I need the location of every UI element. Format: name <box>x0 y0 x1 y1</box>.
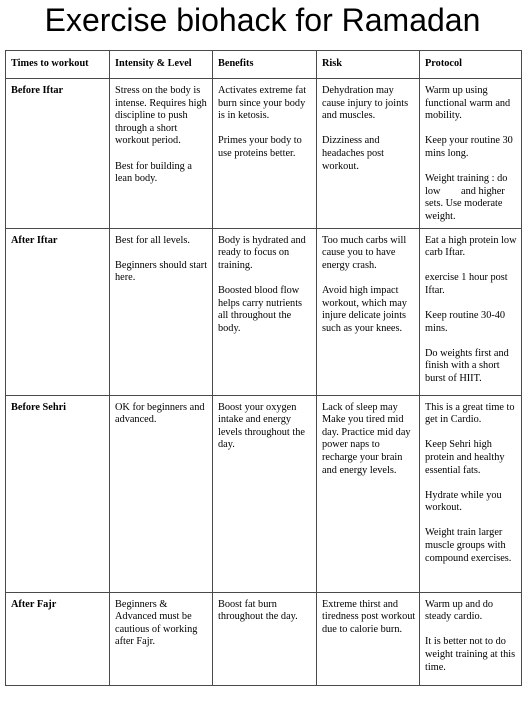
intensity-cell <box>110 79 213 229</box>
cell-paragraph: This is a great time to get in Cardio. <box>425 401 515 426</box>
protocol-cell <box>420 79 522 229</box>
cell-paragraph: Stress on the body is intense. Requires high discipline to push through a short workout period. <box>115 85 207 147</box>
column-header-risk: Risk <box>317 51 420 79</box>
intensity-cell <box>110 228 213 395</box>
row-time-label: Before Sehri <box>6 395 110 592</box>
cell-paragraph: Primes your body to use proteins better. <box>218 135 302 159</box>
intensity-cell <box>110 592 213 685</box>
cell-paragraph: Too much carbs will cause you to have energy crash. <box>322 234 407 271</box>
cell-paragraph: Keep Sehri high protein and healthy essential fats. <box>425 439 505 476</box>
table-header-row <box>6 51 522 79</box>
cell-paragraph: Extreme thirst and tiredness post workout due to calorie burn. <box>322 598 416 635</box>
cell-paragraph: Keep your routine 30 mins long. <box>425 135 513 159</box>
cell-paragraph: Dehydration may cause injury to joints and muscles. <box>322 85 409 122</box>
protocol-cell <box>420 395 522 592</box>
cell-paragraph: Warm up and do steady cardio. <box>425 598 494 623</box>
cell-paragraph: Weight train larger muscle groups with compound exercises. <box>425 527 512 564</box>
protocol-cell <box>420 228 522 395</box>
benefits-cell <box>213 228 317 395</box>
cell-paragraph: Body is hydrated and ready to focus on training. <box>218 234 306 271</box>
cell-paragraph: Dizziness and headaches post workout. <box>322 135 385 172</box>
benefits-cell <box>213 395 317 592</box>
cell-paragraph: Keep routine 30-40 mins. <box>425 310 506 334</box>
benefits-cell <box>213 592 317 685</box>
table-row <box>6 395 522 592</box>
cell-paragraph: Lack of sleep may Make you tired mid day. Practice mid day power naps to recharge your brain and energy levels. <box>322 401 411 476</box>
cell-paragraph: Boost your oxygen intake and energy levels throughout the day. <box>218 401 305 451</box>
column-header-protocol: Protocol <box>420 51 522 79</box>
column-header-benefits: Benefits <box>213 51 317 79</box>
cell-paragraph: Hydrate while you workout. <box>425 489 502 514</box>
cell-paragraph: It is better not to do weight training at this time. <box>425 636 516 673</box>
benefits-cell <box>213 79 317 229</box>
cell-paragraph: Best for all levels. <box>115 234 190 246</box>
table-row <box>6 79 522 229</box>
risk-cell <box>317 592 420 685</box>
page-title: Exercise biohack for Ramadan <box>44 2 481 38</box>
risk-cell <box>317 395 420 592</box>
intensity-cell <box>110 395 213 592</box>
cell-paragraph: Boosted blood flow helps carry nutrients all throughout the body. <box>218 284 303 334</box>
row-time-label: After Iftar <box>6 228 110 395</box>
risk-cell <box>317 228 420 395</box>
cell-paragraph: Boost fat burn throughout the day. <box>218 598 298 623</box>
cell-paragraph: Beginners & Advanced must be cautious of working after Fajr. <box>115 598 198 648</box>
cell-paragraph: OK for beginners and advanced. <box>115 401 205 426</box>
table-row <box>6 228 522 395</box>
cell-paragraph: Eat a high protein low carb Iftar. <box>425 234 517 259</box>
cell-paragraph: Do weights first and finish with a short burst of HIIT. <box>425 347 509 385</box>
cell-paragraph: Weight training : do low and higher sets. Use moderate weight. <box>425 173 510 222</box>
column-header-times: Times to workout <box>6 51 110 79</box>
cell-paragraph: Beginners should start here. <box>115 259 208 284</box>
cell-paragraph: Best for building a lean body. <box>115 160 192 185</box>
cell-paragraph: Avoid high impact workout, which may injure delicate joints such as your knees. <box>322 284 407 334</box>
protocol-cell <box>420 592 522 685</box>
table-row <box>6 592 522 685</box>
cell-paragraph: Warm up using functional warm and mobility. <box>425 85 511 122</box>
cell-paragraph: exercise 1 hour post Iftar. <box>425 272 508 296</box>
risk-cell <box>317 79 420 229</box>
column-header-intensity: Intensity & Level <box>110 51 213 79</box>
row-time-label: Before Iftar <box>6 79 110 229</box>
row-time-label: After Fajr <box>6 592 110 685</box>
cell-paragraph: Activates extreme fat burn since your body is in ketosis. <box>218 85 307 122</box>
exercise-protocol-table <box>5 50 522 686</box>
